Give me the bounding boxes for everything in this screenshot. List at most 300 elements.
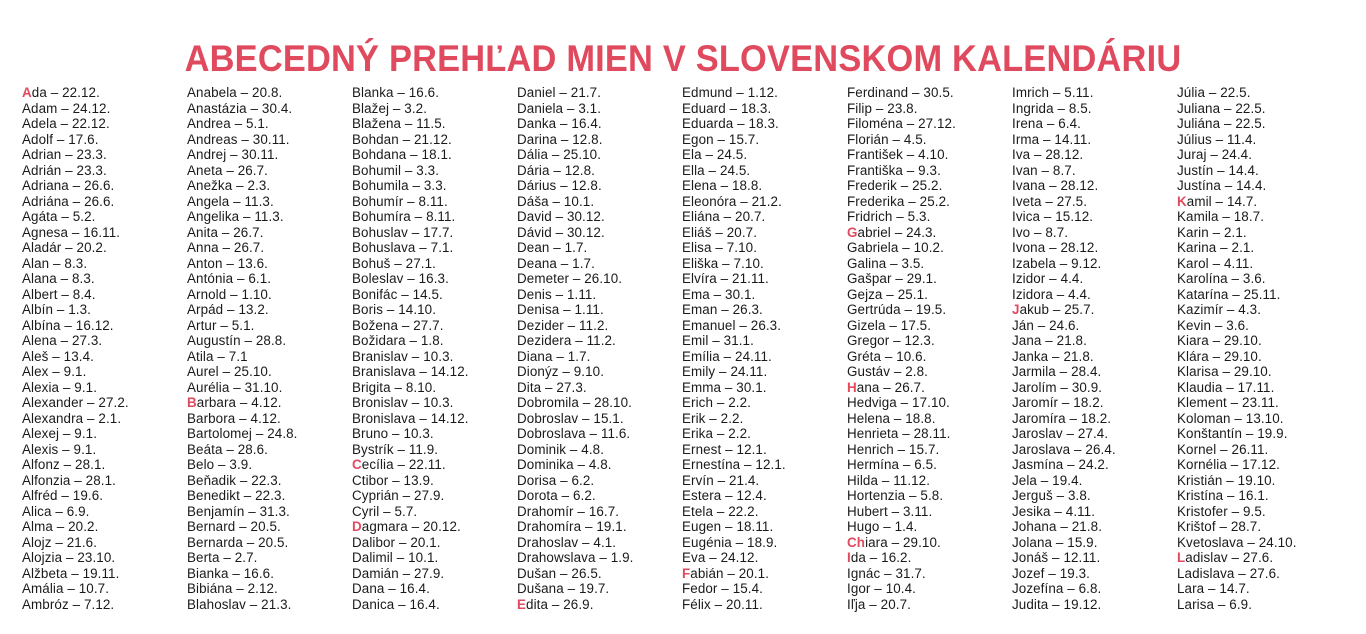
separator: – xyxy=(1049,302,1065,317)
name-label: Klement xyxy=(1177,395,1227,410)
name-day-date: 18.3. xyxy=(748,116,779,131)
name-label: Božena xyxy=(352,317,399,333)
separator: – xyxy=(902,162,919,178)
name-entry xyxy=(1177,519,1342,535)
name-label: Bruno xyxy=(352,426,389,441)
separator: – xyxy=(881,348,897,364)
name-label: Irma xyxy=(1012,131,1040,147)
separator: – xyxy=(53,131,69,147)
name-day-date: 9.1. xyxy=(74,426,98,441)
name-entry xyxy=(22,287,187,303)
name-day-date: 24.5. xyxy=(716,147,748,162)
name-entry xyxy=(847,333,1012,349)
name-label: Božidara xyxy=(352,333,406,348)
separator: – xyxy=(578,395,595,410)
name-label: Ivica xyxy=(1012,209,1041,224)
name-entry xyxy=(1177,566,1342,582)
name-day-date: 13.10. xyxy=(1245,410,1284,426)
separator: – xyxy=(878,472,894,488)
name-entry xyxy=(847,101,1012,117)
name-entry xyxy=(22,426,187,442)
name-day-date: 17.11. xyxy=(1237,379,1275,395)
separator: – xyxy=(573,457,589,472)
name-day-date: 6.4. xyxy=(1058,116,1081,131)
letter-initial: C xyxy=(352,457,362,472)
name-label: Cyprián xyxy=(352,488,399,503)
name-entry xyxy=(22,163,187,179)
name-entry xyxy=(187,271,352,287)
separator: – xyxy=(578,410,594,426)
name-label: Bernard xyxy=(187,519,236,534)
name-label: Kristofer xyxy=(1177,503,1228,519)
name-label: Kornélia xyxy=(1177,457,1227,472)
name-day-date: 10.1. xyxy=(408,550,439,565)
name-day-date: 13.6. xyxy=(237,255,268,271)
separator: – xyxy=(242,534,259,550)
separator: – xyxy=(61,162,77,178)
name-entry xyxy=(187,209,352,225)
name-day-date: 7.12. xyxy=(83,596,115,612)
name-entry xyxy=(22,132,187,148)
name-entry xyxy=(352,178,517,194)
name-entry xyxy=(1177,209,1342,225)
name-entry xyxy=(1012,85,1177,101)
name-entry xyxy=(1012,101,1177,117)
separator: – xyxy=(58,441,74,457)
name-day-date: 14.10. xyxy=(398,302,437,317)
name-label: David xyxy=(517,209,552,224)
name-entry xyxy=(682,426,847,442)
name-day-date: 12.11. xyxy=(1063,550,1101,565)
name-day-date: 4.8. xyxy=(581,441,605,457)
name-day-date: 9.1. xyxy=(73,441,97,457)
name-day-date: 16.1. xyxy=(1238,488,1269,503)
name-entry xyxy=(1012,550,1177,566)
name-label: Bartolomej xyxy=(187,426,253,441)
name-label: Emma xyxy=(682,379,722,395)
name-label: Daniela xyxy=(517,100,564,116)
separator: – xyxy=(896,395,913,410)
separator: – xyxy=(214,457,230,472)
name-entry xyxy=(187,85,352,101)
name-label: Fridrich xyxy=(847,209,893,224)
name-day-date: 16.12. xyxy=(75,317,114,333)
name-entry xyxy=(352,333,517,349)
name-day-date: 20.7. xyxy=(726,224,758,240)
name-day-date: 22.5. xyxy=(1235,116,1266,131)
name-day-date: 21.7. xyxy=(570,85,602,100)
separator: – xyxy=(1052,534,1068,550)
separator: – xyxy=(710,596,726,612)
name-entry xyxy=(187,194,352,210)
separator: – xyxy=(384,581,400,596)
name-label: Justín xyxy=(1177,162,1214,178)
name-label: Kvetoslava xyxy=(1177,534,1244,550)
name-day-date: 4.10. xyxy=(918,147,949,162)
separator: – xyxy=(732,85,748,100)
name-day-date: 4.11. xyxy=(1065,503,1096,519)
name-label: Filoména xyxy=(847,116,903,131)
separator: – xyxy=(556,116,572,131)
name-label: Félix xyxy=(682,596,711,612)
name-entry xyxy=(682,550,847,566)
name-entry xyxy=(22,194,187,210)
letter-initial: Ch xyxy=(847,534,866,550)
separator: – xyxy=(1043,116,1059,131)
separator: – xyxy=(68,178,85,193)
name-entry xyxy=(847,178,1012,194)
name-entry xyxy=(187,116,352,132)
name-label: Anton xyxy=(187,255,223,271)
name-entry xyxy=(517,271,682,287)
name-entry xyxy=(1012,457,1177,473)
name-day-date: 9.10. xyxy=(573,364,605,379)
name-label: Bronislav xyxy=(352,395,408,410)
name-label: Kazimír xyxy=(1177,302,1224,317)
name-entry xyxy=(517,426,682,442)
name-day-date: 26.7. xyxy=(894,379,925,395)
name-label: Blažena xyxy=(352,116,402,131)
separator: – xyxy=(63,581,79,596)
separator: – xyxy=(1052,286,1069,302)
name-entry xyxy=(22,457,187,473)
name-day-date: 8.7. xyxy=(1052,162,1076,178)
name-label: Branislava xyxy=(352,364,416,379)
letter-initial: D xyxy=(352,519,362,534)
separator: – xyxy=(1218,209,1234,224)
separator: – xyxy=(228,565,244,581)
name-day-date: 29.10. xyxy=(1233,364,1272,379)
name-entry xyxy=(1012,209,1177,225)
name-day-date: 16.11. xyxy=(83,224,121,240)
name-label: Eman xyxy=(682,302,718,317)
name-entry xyxy=(22,101,187,117)
name-label: Adrian xyxy=(22,147,62,162)
name-label: Eliána xyxy=(682,209,720,224)
separator: – xyxy=(721,379,737,395)
name-entry xyxy=(1177,488,1342,504)
name-day-date: 24.4. xyxy=(1221,147,1253,162)
separator: – xyxy=(379,503,395,519)
name-day-date: 4.5. xyxy=(903,131,927,147)
name-label: Adriana xyxy=(22,178,69,193)
name-entry xyxy=(22,271,187,287)
name-day-date: 27.6. xyxy=(1242,550,1274,565)
separator: – xyxy=(213,348,229,364)
separator: – xyxy=(887,534,903,550)
name-day-date: 5.1. xyxy=(231,317,255,333)
name-label: Augustín xyxy=(187,333,241,348)
name-entry xyxy=(352,209,517,225)
name-entry xyxy=(1012,411,1177,427)
separator: – xyxy=(226,147,242,162)
name-label: Adam xyxy=(22,100,58,116)
name-entry xyxy=(517,364,682,380)
name-label: Dionýz xyxy=(517,364,559,379)
name-day-date: 27.9. xyxy=(414,488,445,503)
separator: – xyxy=(236,395,252,410)
separator: – xyxy=(1063,457,1079,472)
name-label: Elvíra xyxy=(682,271,717,286)
name-label: Filip xyxy=(847,100,873,116)
name-day-date: 23.10. xyxy=(77,550,116,565)
name-day-date: 19.12. xyxy=(1063,596,1102,612)
name-entry xyxy=(187,364,352,380)
separator: – xyxy=(870,581,886,596)
name-entry xyxy=(352,147,517,163)
name-entry xyxy=(1012,581,1177,597)
name-entry xyxy=(847,442,1012,458)
name-label: Jana xyxy=(1012,333,1042,348)
name-day-date: 4.12. xyxy=(251,395,282,410)
name-label: Gašpar xyxy=(847,271,892,286)
name-label: Hana xyxy=(847,379,880,395)
name-label: Hedviga xyxy=(847,395,897,410)
name-label: Eugénia xyxy=(682,534,732,550)
separator: – xyxy=(415,410,431,426)
name-column xyxy=(1012,85,1177,612)
separator: – xyxy=(1227,271,1243,286)
name-entry xyxy=(352,488,517,504)
name-day-date: 11.2. xyxy=(586,333,616,348)
name-entry xyxy=(1177,395,1342,411)
name-entry xyxy=(1012,473,1177,489)
name-day-date: 27.1. xyxy=(405,255,436,271)
name-day-date: 11.5. xyxy=(416,116,446,131)
name-day-date: 2.7. xyxy=(234,550,258,565)
name-entry xyxy=(352,271,517,287)
name-entry xyxy=(1012,132,1177,148)
separator: – xyxy=(245,596,262,612)
name-day-date: 21.12. xyxy=(413,131,452,147)
name-column xyxy=(1177,85,1342,612)
name-day-date: 4.11. xyxy=(1223,255,1254,271)
name-entry xyxy=(352,442,517,458)
name-day-date: 26.7. xyxy=(233,224,264,240)
separator: – xyxy=(898,240,914,255)
separator: – xyxy=(408,178,424,193)
separator: – xyxy=(393,457,409,472)
name-day-date: 7.1 xyxy=(228,348,248,364)
name-label: Igor xyxy=(847,581,871,596)
name-label: Alojzia xyxy=(22,550,63,565)
name-entry xyxy=(352,116,517,132)
name-day-date: 16.4. xyxy=(571,116,602,131)
name-entry xyxy=(22,256,187,272)
separator: – xyxy=(573,503,589,519)
name-entry xyxy=(517,597,682,613)
name-entry xyxy=(1012,395,1177,411)
name-entry xyxy=(847,318,1012,334)
name-label: Blažej xyxy=(352,100,390,116)
name-label: Kornel xyxy=(1177,441,1217,457)
name-label: Eduarda xyxy=(682,116,734,131)
name-label: Juliana xyxy=(1177,100,1221,116)
separator: – xyxy=(1056,379,1072,395)
name-day-date: 1.7. xyxy=(564,240,588,255)
name-entry xyxy=(187,318,352,334)
name-entry xyxy=(352,85,517,101)
name-day-date: 16.7. xyxy=(588,503,620,519)
name-day-date: 7.10. xyxy=(726,240,758,255)
name-day-date: 2.3. xyxy=(247,178,271,193)
letter-initial: I xyxy=(847,550,851,565)
name-label: Dezider xyxy=(517,317,564,333)
name-day-date: 21.4. xyxy=(728,472,760,488)
name-label: Egon xyxy=(682,131,714,147)
separator: – xyxy=(57,209,73,224)
name-entry xyxy=(847,411,1012,427)
separator: – xyxy=(1230,410,1246,426)
name-day-date: 17.10. xyxy=(912,395,950,410)
separator: – xyxy=(558,364,574,379)
separator: – xyxy=(216,317,232,333)
name-day-date: 30.1. xyxy=(736,379,767,395)
name-label: Barbara xyxy=(187,395,237,410)
separator: – xyxy=(392,550,409,565)
name-label: Cyril xyxy=(352,503,380,519)
name-label: Júlia xyxy=(1177,85,1206,100)
name-day-date: 25.2. xyxy=(912,178,943,193)
name-entry xyxy=(22,240,187,256)
name-column xyxy=(517,85,682,612)
name-label: Bibiána xyxy=(187,581,233,596)
separator: – xyxy=(393,85,409,100)
name-day-date: 19.11. xyxy=(82,565,120,581)
name-entry xyxy=(517,504,682,520)
name-day-date: 26.6. xyxy=(84,178,115,193)
name-day-date: 1.10. xyxy=(241,286,272,302)
name-label: Dália xyxy=(517,147,549,162)
separator: – xyxy=(232,581,248,596)
name-day-date: 3.3. xyxy=(416,162,440,178)
name-entry xyxy=(517,395,682,411)
separator: – xyxy=(239,209,255,224)
separator: – xyxy=(735,317,751,333)
letter-initial: G xyxy=(847,224,858,240)
separator: – xyxy=(1205,85,1221,100)
separator: – xyxy=(736,193,752,209)
name-entry xyxy=(1177,411,1342,427)
name-day-date: 6.9. xyxy=(66,503,90,519)
separator: – xyxy=(1226,395,1243,410)
name-day-date: 21.3. xyxy=(261,596,292,612)
name-label: Alena xyxy=(22,333,57,348)
name-day-date: 3.3. xyxy=(423,178,447,193)
name-label: Boleslav xyxy=(352,271,404,286)
name-entry xyxy=(22,380,187,396)
name-day-date: 19.1. xyxy=(596,519,627,534)
separator: – xyxy=(551,286,567,302)
name-day-date: 12.1. xyxy=(736,441,767,457)
name-column xyxy=(187,85,352,612)
separator: – xyxy=(1211,317,1227,333)
name-entry xyxy=(517,380,682,396)
name-day-date: 21.11. xyxy=(732,271,769,286)
name-label: Eliška xyxy=(682,255,719,271)
name-day-date: 11.4. xyxy=(1227,131,1257,147)
name-label: Gregor xyxy=(847,333,890,348)
separator: – xyxy=(394,596,410,612)
name-label: Drahomír xyxy=(517,503,574,519)
name-entry xyxy=(847,457,1012,473)
name-day-date: 25.11. xyxy=(1243,286,1281,302)
name-label: Gréta xyxy=(847,348,881,364)
separator: – xyxy=(865,596,881,612)
name-entry xyxy=(1012,380,1177,396)
name-day-date: 1.3. xyxy=(68,302,91,317)
name-label: Ida xyxy=(847,550,866,565)
name-entry xyxy=(682,194,847,210)
name-entry xyxy=(187,566,352,582)
name-label: Henrich xyxy=(847,441,894,457)
name-label: Daniel xyxy=(517,85,556,100)
separator: – xyxy=(1055,255,1072,271)
name-entry xyxy=(682,581,847,597)
name-entry xyxy=(1012,225,1177,241)
separator: – xyxy=(595,550,611,565)
name-day-date: 2.1. xyxy=(1223,224,1247,240)
name-label: Gertrúda xyxy=(847,302,901,317)
name-entry xyxy=(352,380,517,396)
separator: – xyxy=(410,209,427,224)
name-day-date: 19.7. xyxy=(578,581,610,596)
name-label: Deana xyxy=(517,255,557,271)
name-label: Bohuslava xyxy=(352,240,416,255)
name-label: Jolana xyxy=(1012,534,1053,550)
name-entry xyxy=(682,163,847,179)
name-entry xyxy=(22,411,187,427)
name-day-date: 25.1. xyxy=(897,286,928,302)
name-day-date: 26.5. xyxy=(571,565,602,581)
name-day-date: 9.5. xyxy=(1242,503,1266,519)
separator: – xyxy=(388,426,404,441)
name-day-date: 25.2. xyxy=(919,193,950,209)
name-day-date: 22.3. xyxy=(251,472,282,488)
name-entry xyxy=(847,225,1012,241)
name-day-date: 30.4. xyxy=(261,100,293,116)
name-entry xyxy=(22,116,187,132)
name-day-date: 6.9. xyxy=(1229,596,1253,612)
name-day-date: 9.12. xyxy=(1071,255,1102,271)
name-entry xyxy=(682,318,847,334)
separator: – xyxy=(552,348,568,364)
name-entry xyxy=(1177,240,1342,256)
separator: – xyxy=(1222,472,1238,488)
name-label: Iľja xyxy=(847,596,866,612)
name-day-date: 20.1. xyxy=(738,565,770,581)
name-entry xyxy=(1177,194,1342,210)
name-day-date: 22.12. xyxy=(62,85,100,100)
name-day-date: 18.2. xyxy=(1080,410,1112,426)
name-label: Františka xyxy=(847,162,903,178)
name-day-date: 18.8. xyxy=(731,178,763,193)
separator: – xyxy=(244,503,260,519)
name-day-date: 11.9. xyxy=(408,441,439,457)
name-label: Jonáš xyxy=(1012,550,1049,565)
separator: – xyxy=(236,85,253,100)
name-label: Alexej xyxy=(22,426,60,441)
separator: – xyxy=(893,441,910,457)
name-entry xyxy=(22,333,187,349)
name-day-date: 24.12. xyxy=(72,100,111,116)
separator: – xyxy=(222,441,238,457)
name-label: Danka xyxy=(517,116,557,131)
separator: – xyxy=(556,178,572,193)
name-entry xyxy=(847,426,1012,442)
name-entry xyxy=(517,163,682,179)
name-entry xyxy=(187,473,352,489)
